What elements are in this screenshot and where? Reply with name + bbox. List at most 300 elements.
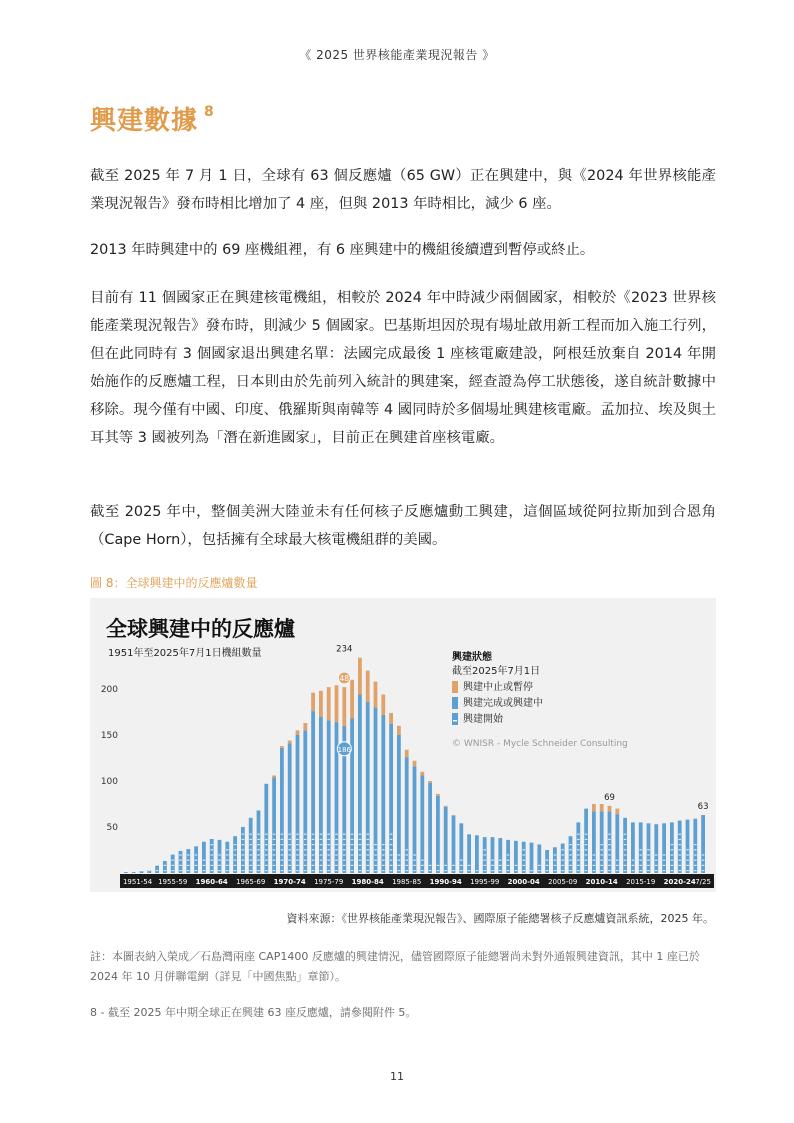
- bar-start-marker: [335, 839, 338, 840]
- bar-start-marker: [398, 860, 401, 861]
- bar-start-marker: [234, 849, 237, 850]
- bar-start-marker: [265, 860, 268, 861]
- bar-start-marker: [210, 854, 213, 855]
- bar-start-marker: [203, 860, 206, 861]
- bar-start-marker: [242, 849, 245, 850]
- y-tick-label: 50: [106, 823, 118, 833]
- bar-start-marker: [624, 870, 627, 871]
- bar-construction: [296, 735, 300, 873]
- bar-start-marker: [437, 865, 440, 866]
- footnote-8: 8 - 截至 2025 年中期全球正在興建 63 座反應爐，請參閱附件 5。: [90, 1006, 417, 1019]
- bar-start-marker: [647, 870, 650, 871]
- bar-start-marker: [273, 870, 276, 871]
- bar-start-marker: [351, 849, 354, 850]
- bar-start-marker: [234, 860, 237, 861]
- bar-start-marker: [296, 849, 299, 850]
- bar-start-marker: [327, 844, 330, 845]
- bar-suspended: [342, 687, 346, 726]
- bar-start-marker: [359, 839, 362, 840]
- bar-start-marker: [288, 849, 291, 850]
- bar-construction: [374, 707, 378, 873]
- bar-start-marker: [320, 849, 323, 850]
- bar-start-marker: [242, 854, 245, 855]
- bar-construction: [140, 871, 144, 873]
- bar-start-marker: [522, 860, 525, 861]
- bar-start-marker: [179, 870, 182, 871]
- bar-start-marker: [600, 870, 603, 871]
- x-tick-label: 1960-64: [195, 878, 228, 886]
- bar-start-marker: [210, 865, 213, 866]
- bar-start-marker: [655, 854, 658, 855]
- bar-construction: [475, 835, 479, 873]
- bar-start-marker: [577, 834, 580, 835]
- bar-start-marker: [351, 834, 354, 835]
- bar-start-marker: [639, 854, 642, 855]
- bar-start-marker: [179, 854, 182, 855]
- bar-start-marker: [296, 854, 299, 855]
- bar-start-marker: [203, 865, 206, 866]
- bar-start-marker: [678, 834, 681, 835]
- bar-start-marker: [405, 870, 408, 871]
- bar-construction: [163, 861, 167, 873]
- bar-start-marker: [249, 849, 252, 850]
- bar-start-marker: [663, 870, 666, 871]
- bar-suspended: [600, 804, 604, 811]
- legend-title: 興建狀態: [452, 652, 492, 663]
- bar-start-marker: [257, 870, 260, 871]
- bar-start-marker: [366, 844, 369, 845]
- bar-construction: [592, 811, 596, 873]
- bar-start-marker: [639, 865, 642, 866]
- bar-start-marker: [460, 860, 463, 861]
- bar-start-marker: [499, 870, 502, 871]
- bar-start-marker: [593, 860, 596, 861]
- bar-start-marker: [374, 860, 377, 861]
- bar-start-marker: [382, 865, 385, 866]
- bar-start-marker: [421, 870, 424, 871]
- bar-start-marker: [616, 870, 619, 871]
- bar-start-marker: [390, 854, 393, 855]
- bar-start-marker: [343, 839, 346, 840]
- bar-construction: [615, 814, 619, 873]
- bar-start-marker: [624, 844, 627, 845]
- bar-suspended: [374, 682, 378, 708]
- x-tick-label: 2015-19: [626, 878, 656, 886]
- bar-start-marker: [335, 870, 338, 871]
- bar-start-marker: [312, 870, 315, 871]
- bar-suspended: [444, 806, 448, 807]
- bar-start-marker: [148, 870, 151, 871]
- bar-start-marker: [585, 854, 588, 855]
- bar-start-marker: [320, 844, 323, 845]
- bar-construction: [545, 850, 549, 873]
- bar-start-marker: [187, 860, 190, 861]
- bar-start-marker: [390, 870, 393, 871]
- bar-start-marker: [452, 870, 455, 871]
- bar-start-marker: [554, 860, 557, 861]
- bar-start-marker: [374, 865, 377, 866]
- bar-start-marker: [343, 865, 346, 866]
- bar-start-marker: [366, 854, 369, 855]
- bar-start-marker: [483, 854, 486, 855]
- bar-start-marker: [624, 849, 627, 850]
- bar-start-marker: [343, 834, 346, 835]
- bar-construction: [389, 724, 393, 873]
- bar-start-marker: [702, 854, 705, 855]
- bar-start-marker: [320, 860, 323, 861]
- bar-start-marker: [288, 854, 291, 855]
- bar-start-marker: [288, 870, 291, 871]
- bar-start-marker: [210, 844, 213, 845]
- footnote-ref[interactable]: 8: [204, 104, 215, 120]
- bar-suspended: [381, 695, 385, 715]
- chart-panel: [90, 598, 716, 892]
- bar-start-marker: [608, 839, 611, 840]
- bar-construction: [179, 851, 183, 873]
- bar-start-marker: [569, 849, 572, 850]
- bar-start-marker: [320, 839, 323, 840]
- bar-start-marker: [335, 865, 338, 866]
- bar-start-marker: [522, 865, 525, 866]
- bar-start-marker: [577, 849, 580, 850]
- bar-start-marker: [359, 860, 362, 861]
- x-tick-label: 2005-09: [548, 878, 578, 886]
- bar-start-marker: [702, 865, 705, 866]
- bar-suspended: [452, 815, 456, 816]
- bar-construction: [358, 695, 362, 873]
- bar-suspended: [413, 761, 417, 767]
- bar-start-marker: [600, 865, 603, 866]
- bar-suspended: [288, 741, 292, 744]
- bar-construction: [436, 796, 440, 873]
- bar-suspended: [311, 693, 315, 711]
- bar-start-marker: [234, 865, 237, 866]
- bar-start-marker: [390, 834, 393, 835]
- bar-start-marker: [359, 854, 362, 855]
- bar-start-marker: [624, 854, 627, 855]
- bar-start-marker: [429, 865, 432, 866]
- bar-construction: [202, 842, 206, 873]
- bar-start-marker: [686, 860, 689, 861]
- bar-start-marker: [125, 870, 128, 871]
- bar-start-marker: [281, 860, 284, 861]
- bar-start-marker: [678, 865, 681, 866]
- section-title: 興建數據: [90, 106, 199, 136]
- bar-construction: [444, 807, 448, 873]
- bar-construction: [584, 809, 588, 873]
- annotation-suspended-count: 48: [339, 673, 350, 683]
- bar-start-marker: [398, 854, 401, 855]
- bar-start-marker: [374, 870, 377, 871]
- bar-start-marker: [608, 860, 611, 861]
- bar-start-marker: [281, 865, 284, 866]
- bar-start-marker: [257, 865, 260, 866]
- bar-start-marker: [257, 860, 260, 861]
- bar-suspended: [319, 691, 323, 717]
- bar-start-marker: [522, 849, 525, 850]
- legend-start-dash: [453, 720, 457, 721]
- bar-start-marker: [577, 870, 580, 871]
- bar-start-marker: [312, 865, 315, 866]
- bar-start-marker: [242, 834, 245, 835]
- bar-construction: [288, 743, 292, 873]
- bar-start-marker: [304, 865, 307, 866]
- bar-start-marker: [257, 849, 260, 850]
- bar-start-marker: [304, 839, 307, 840]
- bar-construction: [413, 766, 417, 873]
- bar-start-marker: [639, 870, 642, 871]
- bar-start-marker: [522, 870, 525, 871]
- bar-start-marker: [624, 839, 627, 840]
- bar-start-marker: [600, 860, 603, 861]
- bar-start-marker: [242, 844, 245, 845]
- annotation-total-2013: 69: [604, 792, 615, 803]
- figure-caption: 圖 8：全球興建中的反應爐數量: [90, 576, 258, 590]
- x-tick-label: 2020-24: [663, 878, 696, 886]
- bar-start-marker: [499, 860, 502, 861]
- bar-start-marker: [639, 860, 642, 861]
- bar-start-marker: [273, 849, 276, 850]
- bar-start-marker: [694, 860, 697, 861]
- bar-start-marker: [491, 870, 494, 871]
- bar-start-marker: [561, 870, 564, 871]
- bar-start-marker: [647, 865, 650, 866]
- bar-start-marker: [585, 860, 588, 861]
- bar-construction: [366, 702, 370, 873]
- bar-start-marker: [249, 844, 252, 845]
- bar-start-marker: [702, 870, 705, 871]
- legend-label-start: 興建開始: [463, 714, 503, 725]
- bar-start-marker: [366, 860, 369, 861]
- bar-start-marker: [647, 854, 650, 855]
- paragraph-3: 目前有 11 個國家正在興建核電機組，相較於 2024 年中時減少兩個國家，相較於《2023 世界核能產業現況報告》發布時，則減少 5 個國家。巴基斯坦因於現有場址啟用新工程而加入施工行列，但在此同時有 3 個國家退出興建名單：法國完成最後 1 座核電廠建設，阿根廷放棄自 2014 年開始施作的反應爐工程，日本則由於先前列入統計的興建案，經查證為停工狀態後，遂自統計數據中移除。現今僅有中國、印度、俄羅斯與南韓等 4 國同時於多個場址興建核電廠。孟加拉、埃及與土耳其等 3 國被列為「潛在新進國家」，目前正在興建首座核電廠。: [90, 290, 716, 446]
- bar-construction: [506, 840, 510, 873]
- bar-construction: [272, 777, 276, 873]
- running-head: 《 2025 世界核能產業現況報告 》: [299, 48, 495, 62]
- bar-start-marker: [366, 839, 369, 840]
- bar-start-marker: [382, 860, 385, 861]
- bar-start-marker: [296, 860, 299, 861]
- bar-start-marker: [671, 870, 674, 871]
- bar-start-marker: [257, 834, 260, 835]
- bar-start-marker: [694, 849, 697, 850]
- bar-start-marker: [546, 870, 549, 871]
- bar-start-marker: [304, 854, 307, 855]
- bar-start-marker: [554, 854, 557, 855]
- legend-swatch-construction: [452, 697, 458, 709]
- bar-suspended: [389, 713, 393, 724]
- bar-start-marker: [242, 865, 245, 866]
- bar-start-marker: [632, 860, 635, 861]
- bar-start-marker: [249, 854, 252, 855]
- annotation-construction-count: 186: [337, 745, 351, 754]
- bar-start-marker: [359, 834, 362, 835]
- x-tick-label: 1980-84: [351, 878, 384, 886]
- bar-start-marker: [335, 834, 338, 835]
- bar-start-marker: [179, 865, 182, 866]
- bar-start-marker: [327, 860, 330, 861]
- bar-start-marker: [359, 844, 362, 845]
- bar-start-marker: [647, 860, 650, 861]
- bar-start-marker: [210, 860, 213, 861]
- bar-start-marker: [351, 844, 354, 845]
- bar-start-marker: [405, 849, 408, 850]
- bar-start-marker: [296, 865, 299, 866]
- bar-start-marker: [327, 849, 330, 850]
- bar-start-marker: [647, 849, 650, 850]
- bar-suspended: [608, 806, 612, 812]
- bar-start-marker: [608, 854, 611, 855]
- paragraph-4: 截至 2025 年中，整個美洲大陸並未有任何核子反應爐動工興建，這個區域從阿拉斯加到合恩角（Cape Horn），包括擁有全球最大核電機組群的美國。: [90, 504, 716, 548]
- bar-start-marker: [304, 870, 307, 871]
- bar-start-marker: [195, 854, 198, 855]
- bar-suspended: [366, 671, 370, 702]
- bar-construction: [537, 844, 541, 873]
- bar-start-marker: [671, 844, 674, 845]
- bar-start-marker: [437, 870, 440, 871]
- bar-start-marker: [468, 865, 471, 866]
- bar-suspended: [303, 723, 307, 730]
- x-tick-label: 2000-04: [507, 878, 540, 886]
- bar-construction: [132, 872, 136, 873]
- bar-start-marker: [522, 854, 525, 855]
- bar-start-marker: [327, 870, 330, 871]
- bar-start-marker: [671, 860, 674, 861]
- x-tick-label: 2010-14: [585, 878, 618, 886]
- chart-title: 全球興建中的反應爐: [106, 617, 295, 641]
- bar-start-marker: [678, 870, 681, 871]
- bar-start-marker: [343, 860, 346, 861]
- bar-construction: [623, 818, 627, 873]
- bar-start-marker: [273, 854, 276, 855]
- bar-start-marker: [320, 834, 323, 835]
- bar-start-marker: [671, 849, 674, 850]
- bar-start-marker: [288, 839, 291, 840]
- bar-construction: [561, 844, 565, 873]
- x-tick-label: 1965-69: [236, 878, 266, 886]
- bar-start-marker: [304, 844, 307, 845]
- bar-construction: [303, 730, 307, 873]
- bar-start-marker: [171, 860, 174, 861]
- bar-start-marker: [351, 854, 354, 855]
- bar-start-marker: [359, 865, 362, 866]
- bar-start-marker: [210, 849, 213, 850]
- bar-start-marker: [413, 865, 416, 866]
- bar-start-marker: [530, 870, 533, 871]
- annotation-total-2025: 63: [697, 802, 709, 813]
- bar-start-marker: [171, 870, 174, 871]
- bar-start-marker: [187, 865, 190, 866]
- bar-start-marker: [382, 849, 385, 850]
- bar-start-marker: [304, 834, 307, 835]
- bar-start-marker: [507, 860, 510, 861]
- bar-construction: [124, 872, 128, 873]
- y-tick-label: 200: [100, 685, 118, 695]
- annotation-peak-total: 234: [336, 644, 353, 655]
- bar-start-marker: [694, 854, 697, 855]
- legend-label-construction: 興建完成或興建中: [463, 698, 543, 709]
- bar-start-marker: [265, 865, 268, 866]
- bar-start-marker: [655, 865, 658, 866]
- bar-start-marker: [561, 854, 564, 855]
- bar-construction: [514, 841, 518, 873]
- bar-construction: [522, 842, 526, 873]
- chart-note: 註：本圖表納入榮成／石島灣兩座 CAP1400 反應爐的興建情況，儘管國際原子能總署尚未對外通報興建資訊，其中 1 座已於 2024 年 10 月併聯電網（詳見「中國焦點」章節）。: [90, 950, 700, 983]
- bar-start-marker: [288, 860, 291, 861]
- bar-start-marker: [421, 860, 424, 861]
- bar-start-marker: [593, 854, 596, 855]
- bar-start-marker: [686, 849, 689, 850]
- bar-start-marker: [569, 870, 572, 871]
- bar-start-marker: [288, 865, 291, 866]
- bar-start-marker: [265, 870, 268, 871]
- bar-start-marker: [156, 870, 159, 871]
- bar-start-marker: [663, 860, 666, 861]
- bar-start-marker: [359, 849, 362, 850]
- paragraph-2: 2013 年時興建中的 69 座機組裡，有 6 座興建中的機組後續遭到暫停或終止。: [90, 242, 595, 258]
- bar-start-marker: [671, 854, 674, 855]
- bar-construction: [530, 843, 534, 873]
- bar-start-marker: [624, 834, 627, 835]
- bar-start-marker: [694, 844, 697, 845]
- bar-start-marker: [288, 834, 291, 835]
- bar-start-marker: [569, 854, 572, 855]
- bar-start-marker: [312, 854, 315, 855]
- bar-suspended: [615, 809, 619, 815]
- bar-start-marker: [491, 860, 494, 861]
- bar-start-marker: [585, 844, 588, 845]
- bar-start-marker: [460, 870, 463, 871]
- bar-start-marker: [296, 834, 299, 835]
- legend-label-suspended: 興建中止或暫停: [463, 682, 533, 693]
- bar-start-marker: [483, 849, 486, 850]
- bar-start-marker: [686, 854, 689, 855]
- bar-construction: [600, 811, 604, 873]
- bar-start-marker: [694, 865, 697, 866]
- bar-start-marker: [515, 865, 518, 866]
- bar-start-marker: [608, 849, 611, 850]
- bar-start-marker: [164, 865, 167, 866]
- bar-start-marker: [335, 854, 338, 855]
- bar-start-marker: [561, 860, 564, 861]
- bar-start-marker: [359, 870, 362, 871]
- bar-start-marker: [585, 870, 588, 871]
- bar-construction: [225, 842, 229, 873]
- bar-start-marker: [210, 870, 213, 871]
- bar-start-marker: [140, 870, 143, 871]
- bar-start-marker: [195, 870, 198, 871]
- bar-start-marker: [320, 865, 323, 866]
- bar-start-marker: [312, 849, 315, 850]
- bar-start-marker: [273, 834, 276, 835]
- bar-start-marker: [351, 870, 354, 871]
- bar-construction: [428, 783, 432, 873]
- chart-subtitle: 1951年至2025年7月1日機組數量: [108, 648, 262, 659]
- bar-start-marker: [226, 854, 229, 855]
- bar-start-marker: [577, 860, 580, 861]
- bar-construction: [452, 816, 456, 873]
- bar-construction: [249, 818, 253, 873]
- bar-construction: [498, 838, 502, 873]
- bar-start-marker: [413, 854, 416, 855]
- bar-start-marker: [374, 849, 377, 850]
- page-number: 11: [390, 1070, 404, 1083]
- bar-start-marker: [624, 860, 627, 861]
- bar-start-marker: [632, 865, 635, 866]
- bar-start-marker: [366, 834, 369, 835]
- bar-start-marker: [593, 870, 596, 871]
- bar-start-marker: [320, 854, 323, 855]
